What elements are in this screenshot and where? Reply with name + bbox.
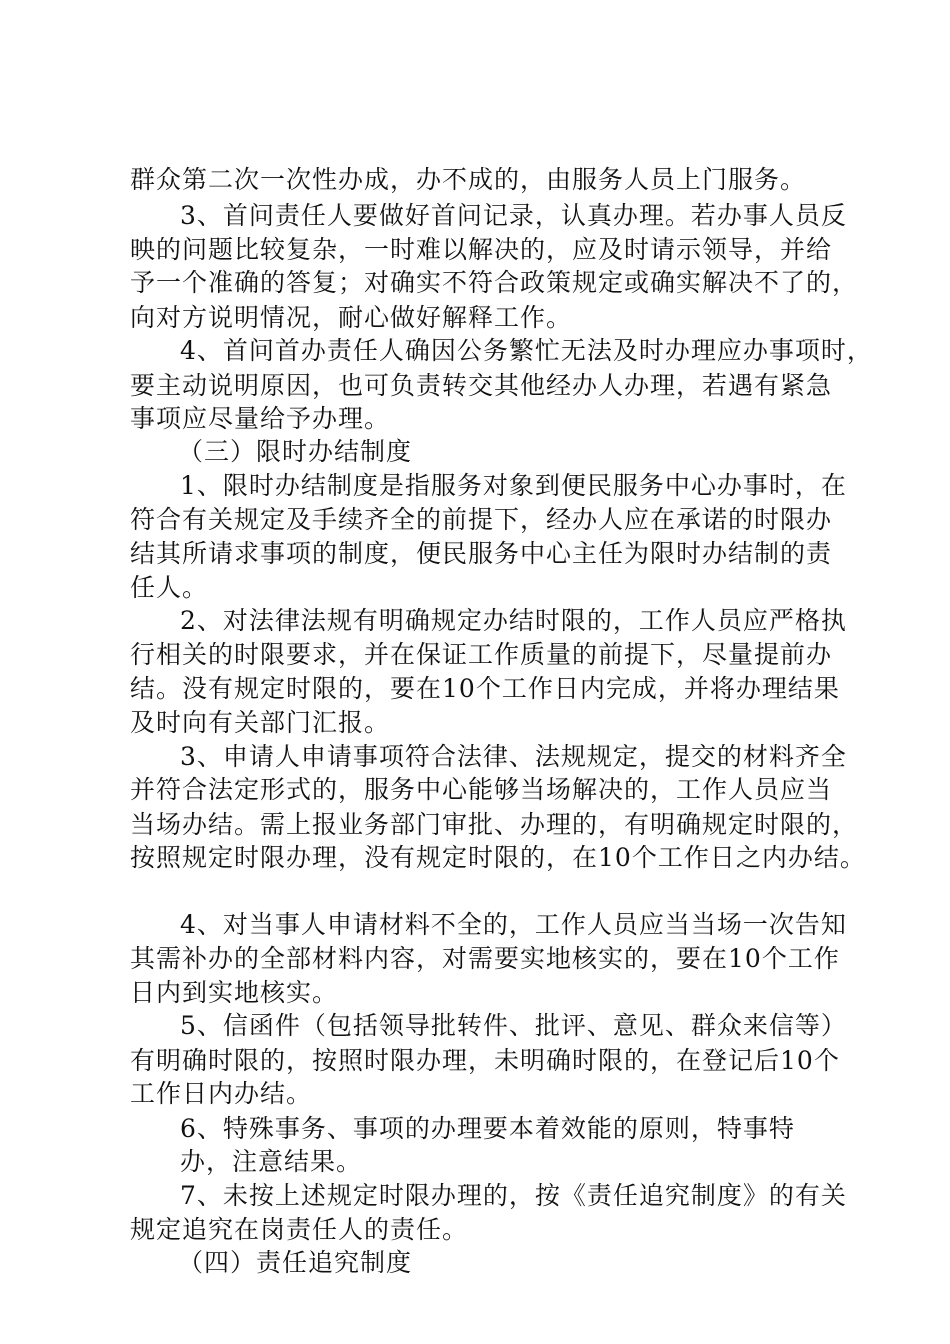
text-line: 并符合法定形式的，服务中心能够当场解决的，工作人员应当 — [130, 775, 833, 805]
text-line: 办，注意结果。 — [180, 1146, 363, 1176]
text-line: 2、对法律法规有明确规定办结时限的，工作人员应严格执 — [180, 606, 847, 636]
text-line: 事项应尽量给予办理。 — [130, 403, 391, 433]
text-line: 结其所请求事项的制度，便民服务中心主任为限时办结制的责 — [130, 538, 833, 568]
text-line: 任人。 — [130, 573, 209, 602]
text-line: 3、首问责任人要做好首问记录，认真办理。若办事人员反 — [180, 200, 847, 230]
text-line: 3、申请人申请事项符合法律、法规规定，提交的材料齐全 — [180, 742, 847, 772]
text-line: 日内到实地核实。 — [130, 977, 339, 1007]
text-line: 要主动说明原因，也可负责转交其他经办人办理，若遇有紧急 — [130, 370, 833, 400]
text-line: 6、特殊事务、事项的办理要本着效能的原则，特事特 — [180, 1113, 795, 1143]
text-line: 结。没有规定时限的，要在10个工作日内完成，并将办理结果 — [130, 674, 840, 704]
text-line: 其需补办的全部材料内容，对需要实地核实的，要在10个工作 — [130, 943, 840, 973]
text-line: 向对方说明情况，耐心做好解释工作。 — [130, 302, 573, 332]
text-line: 4、对当事人申请材料不全的，工作人员应当当场一次告知 — [180, 910, 847, 940]
text-line: 4、首问首办责任人确因公务繁忙无法及时办理应办事项时， — [180, 336, 873, 366]
text-line: 有明确时限的，按照时限办理，未明确时限的，在登记后10个 — [130, 1045, 840, 1075]
section-heading: （三）限时办结制度 — [178, 437, 413, 467]
text-line: 及时向有关部门汇报。 — [130, 707, 391, 737]
text-line: 1、限时办结制度是指服务对象到便民服务中心办事时，在 — [180, 470, 847, 500]
text-line: 5、信函件（包括领导批转件、批评、意见、群众来信等） — [180, 1011, 847, 1041]
text-line: 符合有关规定及手续齐全的前提下，经办人应在承诺的时限办 — [130, 505, 833, 535]
text-line: 行相关的时限要求，并在保证工作质量的前提下，尽量提前办 — [130, 639, 833, 669]
text-line: 映的问题比较复杂，一时难以解决的，应及时请示领导，并给 — [130, 234, 833, 264]
section-heading: （四）责任追究制度 — [178, 1248, 413, 1278]
text-line: 群众第二次一次性办成，办不成的，由服务人员上门服务。 — [130, 165, 807, 195]
text-line: 工作日内办结。 — [130, 1079, 313, 1109]
text-line: 当场办结。需上报业务部门审批、办理的，有明确规定时限的， — [130, 809, 859, 839]
text-line: 7、未按上述规定时限办理的，按《责任追究制度》的有关 — [180, 1181, 847, 1211]
text-line: 规定追究在岗责任人的责任。 — [130, 1214, 469, 1244]
text-line: 予一个准确的答复；对确实不符合政策规定或确实解决不了的， — [130, 268, 859, 298]
text-line: 按照规定时限办理，没有规定时限的，在10个工作日之内办结。 — [130, 843, 866, 873]
